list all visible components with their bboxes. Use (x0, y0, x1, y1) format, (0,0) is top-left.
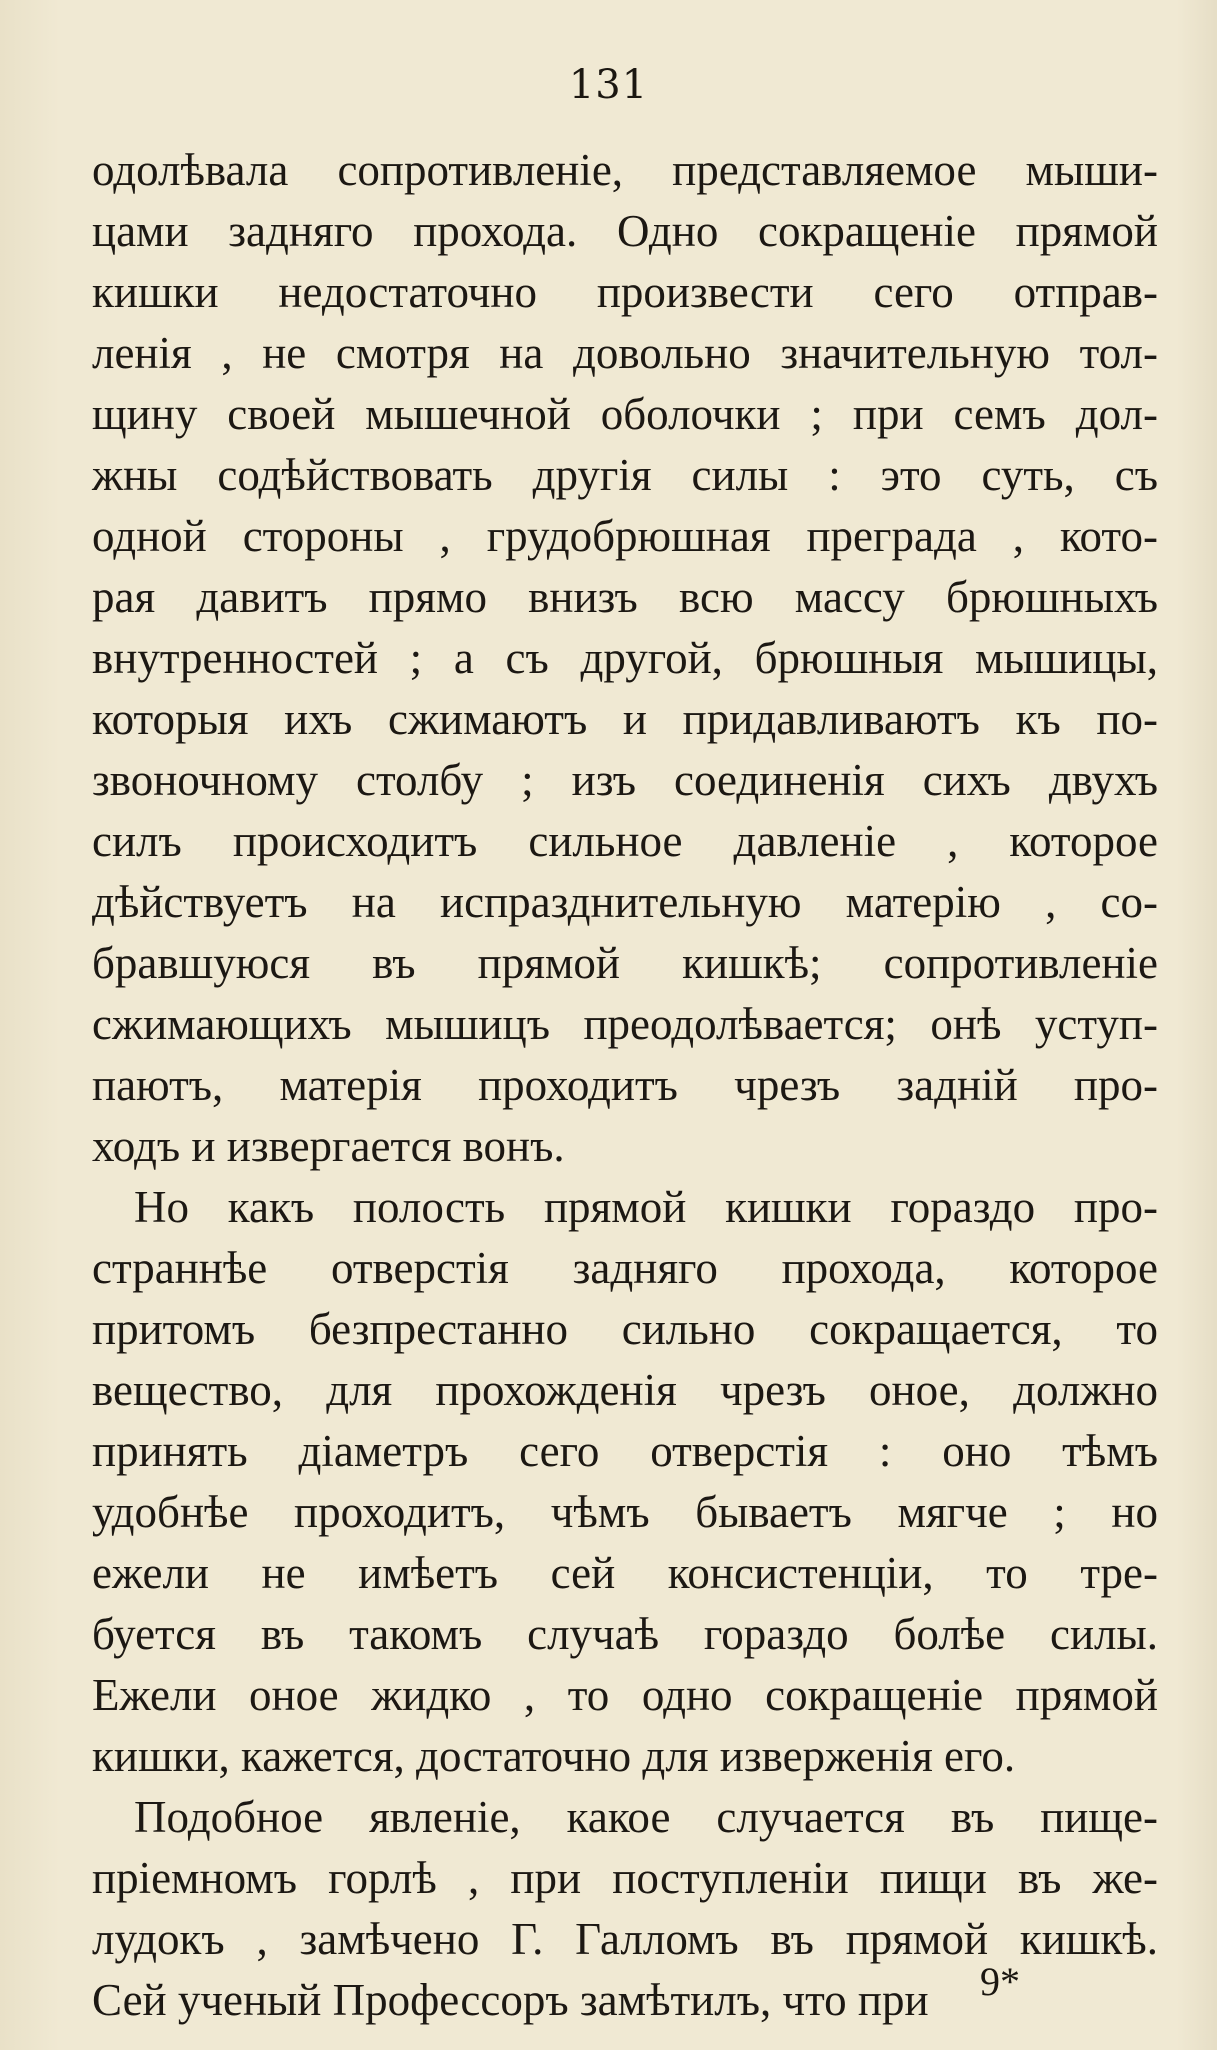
text-line: одной стороны , грудобрюшная преграда , кото- (92, 511, 1158, 561)
text-line: ежели не имѣетъ сей консистенціи, то тре- (92, 1548, 1158, 1598)
text-line: жны содѣйствовать другія силы : это суть, съ (92, 450, 1158, 500)
text-line: буется въ такомъ случаѣ гораздо болѣе силы. (92, 1609, 1158, 1659)
text-line: вещество, для прохожденія чрезъ оное, должно (92, 1365, 1158, 1415)
text-line: пріемномъ горлѣ , при поступленіи пищи въ же- (92, 1853, 1158, 1903)
text-line: которыя ихъ сжимаютъ и придавливаютъ къ по- (92, 694, 1158, 744)
text-line: Но какъ полость прямой кишки гораздо про- (134, 1182, 1158, 1232)
text-line: притомъ безпрестанно сильно сокращается, то (92, 1304, 1158, 1354)
text-line: кишки недостаточно произвести сего отправ- (92, 267, 1158, 317)
signature-mark: 9* (980, 1959, 1020, 2004)
text-line: звоночному столбу ; изъ соединенія сихъ двухъ (92, 755, 1158, 805)
body-text (92, 140, 1158, 2031)
text-line: щину своей мышечной оболочки ; при семъ дол- (92, 389, 1158, 439)
page-number: 131 (568, 62, 649, 108)
text-line: паютъ, матерія проходитъ чрезъ задній про- (92, 1060, 1158, 1110)
text-line: бравшуюся въ прямой кишкѣ; сопротивленіе (92, 938, 1158, 988)
text-line: цами задняго прохода. Одно сокращеніе прямой (92, 206, 1158, 256)
text-line: кишки, кажется, достаточно для изверженія его. (92, 1731, 1016, 1781)
text-line: Ежели оное жидко , то одно сокращеніе прямой (92, 1670, 1158, 1720)
text-line: удобнѣе проходитъ, чѣмъ бываетъ мягче ; но (92, 1487, 1158, 1537)
text-line: рая давитъ прямо внизъ всю массу брюшныхъ (92, 572, 1158, 622)
text-line: силъ происходитъ сильное давленіе , которое (92, 816, 1158, 866)
text-line: принять діаметръ сего отверстія : оно тѣмъ (92, 1426, 1158, 1476)
text-line: ленія , не смотря на довольно значительную тол- (92, 328, 1158, 378)
text-line: дѣйствуетъ на испразднительную матерію , со- (92, 877, 1158, 927)
text-line: Подобное явленіе, какое случается въ пище- (134, 1792, 1158, 1842)
paragraph (92, 140, 1158, 1177)
text-line: ходъ и извергается вонъ. (92, 1121, 565, 1171)
text-line: сжимающихъ мышицъ преодолѣвается; онѣ уступ- (92, 999, 1158, 1049)
text-line: лудокъ , замѣчено Г. Галломъ въ прямой кишкѣ. (92, 1914, 1158, 1964)
text-line: Сей ученый Профессоръ замѣтилъ, что при (92, 1975, 929, 2025)
text-line: одолѣвала сопротивленіе, представляемое мыши- (92, 145, 1158, 195)
text-line: внутренностей ; а съ другой, брюшныя мышицы, (92, 633, 1158, 683)
text-line: страннѣе отверстія задняго прохода, которое (92, 1243, 1158, 1293)
paragraph (92, 1177, 1158, 1787)
